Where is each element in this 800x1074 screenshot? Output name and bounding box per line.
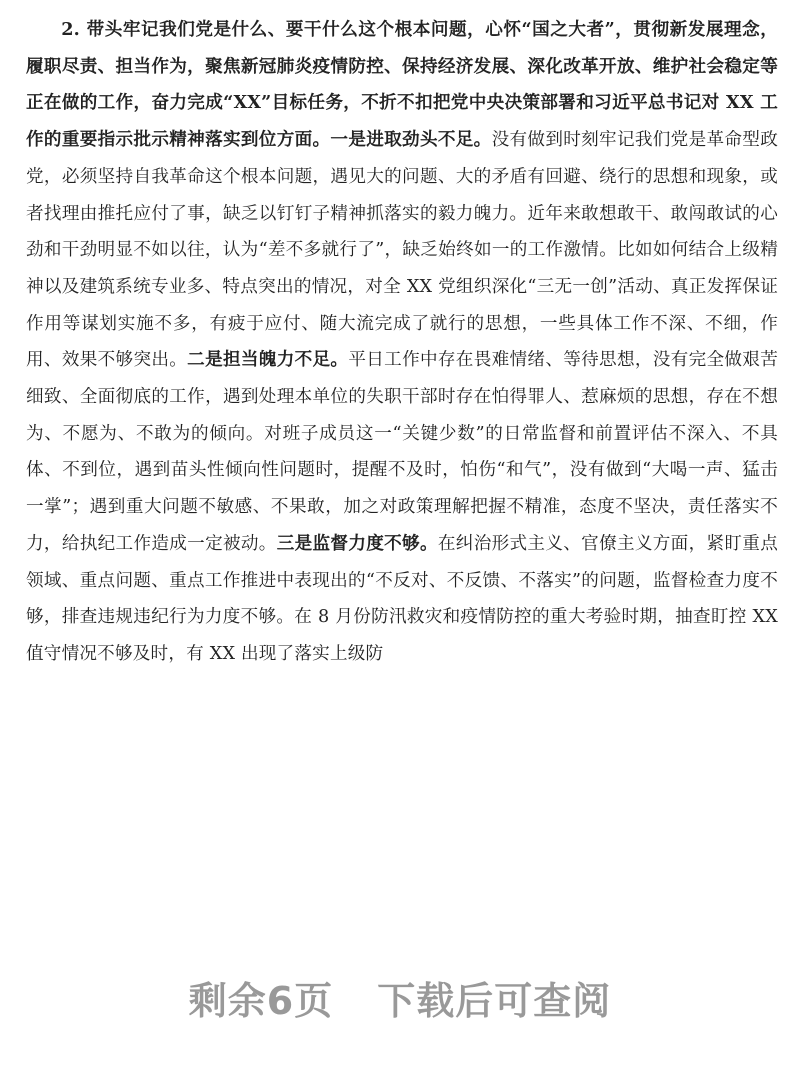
remaining-pages-text: 剩余6页 [188,979,334,1023]
paragraph-text-3: 在纠治形式主义、官僚主义方面，紧盯重点领域、重点问题、重点工作推进中表现出的“不反对、不反馈、不落实”的问题，监督检查力度不够，排查违规违纪行为力度不够。在 8 月份防汛救灾和疫情防控的重大考验时期，抽查盯控 XX 值守情况不够及时，有 XX 出现了落实上级防 [26,533,778,664]
download-to-read-text: 下载后可查阅 [377,979,612,1023]
point-two-heading: 二是担当魄力不足。 [187,349,349,371]
paragraph-text-1: 没有做到时刻牢记我们党是革命型政党，必须坚持自我革命这个根本问题，遇见大的问题、大的矛盾有回避、绕行的思想和现象，或者找理由推托应付了事，缺乏以钉钉子精神抓落实的毅力魄力。近年来敢想敢干、敢闯敢试的心劲和干劲明显不如以往，认为“差不多就行了”，缺乏始终如一的工作激情。比如如何结合上级精神以及建筑系统专业多、特点突出的情况，对全 XX 党组织深化“三无一创”活动、真正发挥保证作用等谋划实施不多，有疲于应付、随大流完成了就行的思想，一些具体工作不深、不细，作用、效果不够突出。 [26,130,778,371]
paragraph-heading-bold: 2. 带头牢记我们党是什么、要干什么这个根本问题，心怀“国之大者”，贯彻新发展理念，履职尽责、担当作为，聚焦新冠肺炎疫情防控、保持经济发展、深化改革开放、维护社会稳定等正在做的工作，奋力完成“XX”目标任务，不折不扣把党中央决策部署和习近平总书记对 XX 工作的重要指示批示精神落实到位方面。一是进取劲头不足。 [26,19,778,151]
download-banner[interactable] [0,970,800,1025]
point-three-heading: 三是监督力度不够。 [276,532,438,554]
body-paragraph [26,12,778,673]
paragraph-text-2: 平日工作中存在畏难情绪、等待思想，没有完全做艰苦细致、全面彻底的工作，遇到处理本单位的失职干部时存在怕得罪人、惹麻烦的思想，存在不想为、不愿为、不敢为的倾向。对班子成员这一“关键少数”的日常监督和前置评估不深入、不具体、不到位，遇到苗头性倾向性问题时，提醒不及时，怕伤“和气”，没有做到“大喝一声、猛击一掌”；遇到重大问题不敏感、不果敢，加之对政策理解把握不精准，态度不坚决，责任落实不力，给执纪工作造成一定被动。 [26,350,778,554]
